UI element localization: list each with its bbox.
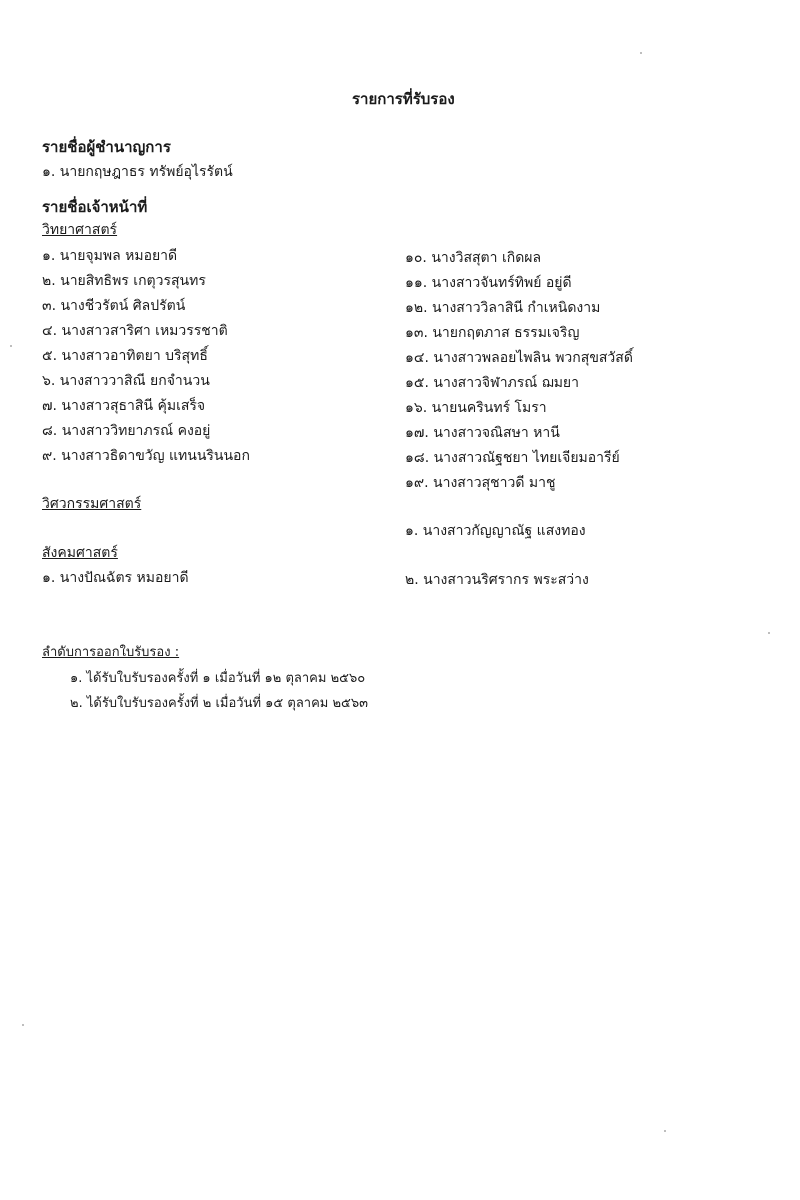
staff-heading: รายชื่อเจ้าหน้าที่: [42, 198, 148, 216]
experts-heading: รายชื่อผู้ชำนาญการ: [42, 138, 171, 156]
scan-speck: [768, 632, 770, 634]
science-right-item: ๑๒. นางสาววิลาสินี กำเหนิดงาม: [405, 300, 601, 316]
scan-speck: [22, 1024, 24, 1026]
engineering-heading: วิศวกรรมศาสตร์: [42, 496, 142, 512]
science-left-item: ๘. นางสาววิทยาภรณ์ คงอยู่: [42, 423, 211, 439]
science-right-item: ๑๗. นางสาวจณิสษา หานี: [405, 425, 560, 441]
science-left-item: ๕. นางสาวอาทิตยา บริสุทธิ์: [42, 348, 208, 364]
expert-item: ๑. นายกฤษฎาธร ทรัพย์อุไรรัตน์: [42, 164, 233, 180]
engineering-right-item: ๑. นางสาวกัญญาณัฐ แสงทอง: [405, 523, 586, 539]
scan-speck: [10, 345, 12, 347]
science-right-item: ๑๐. นางวิสสุตา เกิดผล: [405, 250, 542, 266]
science-right-item: ๑๘. นางสาวณัฐชยา ไทยเจียมอารีย์: [405, 450, 620, 466]
certification-item: ๒. ได้รับใบรับรองครั้งที่ ๒ เมื่อวันที่ ๑๕ ตุลาคม ๒๕๖๓: [70, 696, 369, 711]
science-left-item: ๙. นางสาวธิดาขวัญ แทนนรินนอก: [42, 448, 250, 464]
science-left-item: ๗. นางสาวสุธาสินี คุ้มเสร็จ: [42, 398, 206, 414]
scan-speck: [664, 1130, 666, 1132]
social-left-item: ๑. นางปัณฉัตร หมอยาดี: [42, 570, 189, 586]
science-left-item: ๑. นายจุมพล หมอยาดี: [42, 248, 178, 264]
science-left-item: ๓. นางชีวรัตน์ ศิลปรัตน์: [42, 298, 186, 314]
document-title: รายการที่รับรอง: [352, 90, 455, 108]
social-heading: สังคมศาสตร์: [42, 545, 118, 561]
science-left-item: ๖. นางสาววาสิณี ยกจำนวน: [42, 373, 210, 389]
certification-heading: ลำดับการออกใบรับรอง :: [42, 645, 180, 660]
science-right-item: ๑๑. นางสาวจันทร์ทิพย์ อยู่ดี: [405, 275, 572, 291]
science-left-item: ๒. นายสิทธิพร เกตุวรสุนทร: [42, 273, 206, 289]
social-right-item: ๒. นางสาวนริศรากร พระสว่าง: [405, 572, 589, 588]
scan-speck: [640, 52, 642, 54]
science-right-item: ๑๙. นางสาวสุชาวดี มาชู: [405, 475, 556, 491]
science-left-item: ๔. นางสาวสาริศา เหมวรรชาติ: [42, 323, 228, 339]
science-right-item: ๑๕. นางสาวจิฬาภรณ์ ฌมยา: [405, 375, 579, 391]
science-heading: วิทยาศาสตร์: [42, 222, 118, 238]
certification-item: ๑. ได้รับใบรับรองครั้งที่ ๑ เมื่อวันที่ ๑๒ ตุลาคม ๒๕๖๐: [70, 671, 366, 686]
science-right-item: ๑๓. นายกฤตภาส ธรรมเจริญ: [405, 325, 580, 341]
science-right-item: ๑๔. นางสาวพลอยไพลิน พวกสุขสวัสดิ์: [405, 350, 633, 366]
science-right-item: ๑๖. นายนครินทร์ โมรา: [405, 400, 547, 416]
